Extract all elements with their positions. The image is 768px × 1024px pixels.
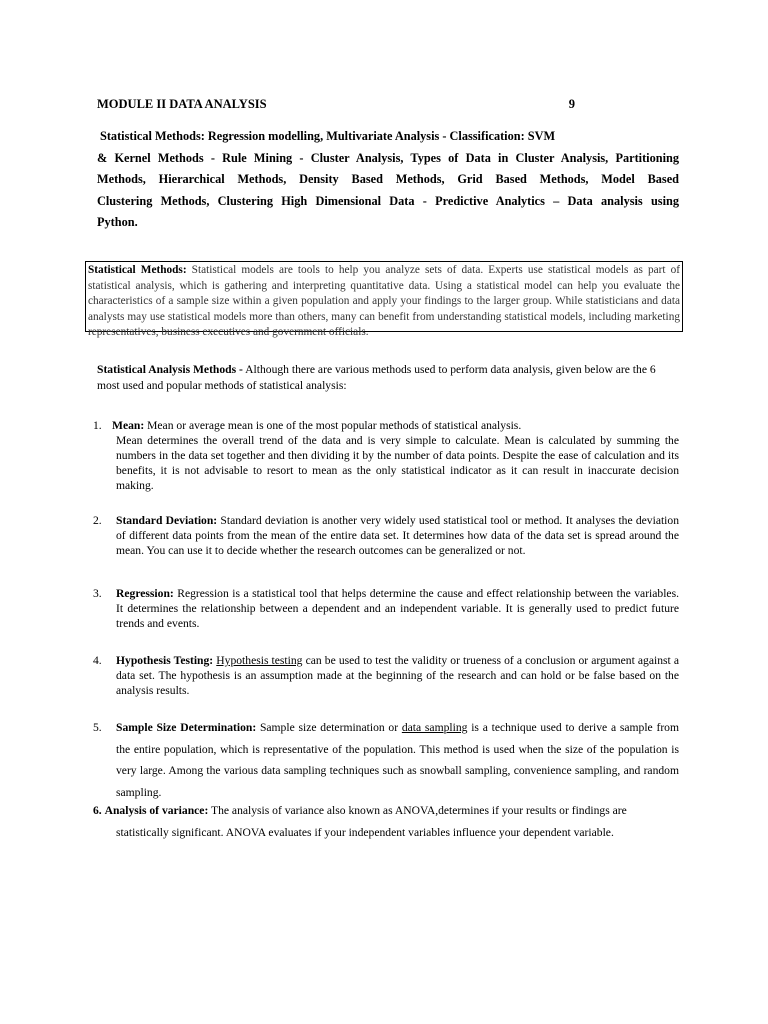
list-item-mean xyxy=(93,418,679,493)
list-item-sample-size xyxy=(93,717,679,803)
intro-paragraph xyxy=(97,362,657,393)
item-number: 5. xyxy=(93,721,102,734)
item-text: statistically significant. ANOVA evaluates if your independent variables influence your dependent variable. xyxy=(116,826,614,839)
item-first-line xyxy=(112,418,679,433)
syllabus-line: Statistical Methods: Regression modelling, Multivariate Analysis - Classification: SVM xyxy=(100,129,556,143)
item-heading: Hypothesis Testing: xyxy=(116,654,214,667)
item-first-line xyxy=(93,800,679,822)
list-item-hypothesis-testing xyxy=(93,653,679,698)
item-text: Regression is a statistical tool that helps determine the cause and effect relationship between the variables. It determines the relationship between a dependent and an independent variable. It is generally used to predict future trends and events. xyxy=(116,587,679,630)
item-text: Standard deviation is another very widely used statistical tool or method. It analyses the deviation of different data points from the mean of the entire data set. It determines how data of the data set is spread around the mean. You can use it to decide whether the research outcomes can be generalized or not. xyxy=(116,514,680,557)
item-number: 6. xyxy=(93,804,102,817)
box-heading: Statistical Methods: xyxy=(88,264,187,276)
item-body xyxy=(116,653,679,698)
syllabus-line: Methods, Hierarchical Methods, Density Based Methods, Grid Based Methods, Model Based xyxy=(97,172,679,186)
intro-heading: Statistical Analysis Methods - xyxy=(97,363,243,376)
item-heading: Mean: xyxy=(112,419,145,432)
item-text-block: Mean determines the overall trend of the data and is very simple to calculate. Mean is calculated by summing the numbers in the data set together and then dividing it by the number of data points. Despite the ease of calculation and its benefits, it is not advisable to resort to mean as the only statistical indicator as it can result in inaccurate decision making. xyxy=(116,434,679,492)
item-number: 2. xyxy=(93,514,102,527)
item-text: Mean or average mean is one of the most popular methods of statistical analysis. xyxy=(144,419,522,432)
page-number: 9 xyxy=(568,97,575,111)
item-text: The analysis of variance also known as ANOVA,determines if your results or findings are xyxy=(208,804,627,817)
item-heading: Standard Deviation: xyxy=(116,514,218,527)
item-body xyxy=(116,513,679,558)
item-text: is a technique used to derive a sample from the entire population, which is representative of the population. This method is used when the size of the population is very large. Among the various data sampling techniques such as snowball sampling, convenience sampling, and random sampling. xyxy=(116,721,679,799)
intro-text: Although there are various methods used to perform data analysis, given below are the 6 most used and popular methods of statistical analysis: xyxy=(97,363,656,392)
item-body xyxy=(116,586,679,631)
hypothesis-testing-link[interactable]: Hypothesis testing xyxy=(216,654,303,667)
item-text: Sample size determination or xyxy=(256,721,402,734)
syllabus-line: Clustering Methods, Clustering High Dimensional Data - Predictive Analytics – Data analysis using xyxy=(97,193,679,208)
syllabus-block xyxy=(97,126,679,234)
item-number: 4. xyxy=(93,654,102,667)
item-body xyxy=(116,717,679,803)
item-number: 1. xyxy=(93,419,102,432)
item-heading: Regression: xyxy=(116,587,174,600)
syllabus-line: Python. xyxy=(97,215,138,229)
item-text: can be used to test the validity or trueness of a conclusion or argument against a data set. The hypothesis is an assumption made at the beginning of the research and can hold or be false based on the analysis results. xyxy=(116,654,679,697)
list-item-regression xyxy=(93,586,679,631)
module-title: MODULE II DATA ANALYSIS xyxy=(97,97,267,111)
item-heading: Sample Size Determination: xyxy=(116,721,257,734)
data-sampling-link[interactable]: data sampling xyxy=(401,721,468,734)
statistical-methods-box xyxy=(85,261,683,338)
list-item-anova xyxy=(93,800,679,844)
item-heading: Analysis of variance: xyxy=(104,804,209,817)
item-number: 3. xyxy=(93,587,102,600)
box-text: Statistical models are tools to help you analyze sets of data. Experts use statistical models as part of statistical analysis, which is gathering and interpreting quantitative data. Using a statistical model can help you evaluate the characteristics of a sample size within a given population and apply your findings to the larger group. While statisticians and data analysts may use statistical models more than others, many can benefit from understanding statistical models, including marketing representatives, business executives and government officials. xyxy=(88,264,681,338)
list-item-standard-deviation xyxy=(93,513,679,558)
syllabus-line: & Kernel Methods - Rule Mining - Cluster Analysis, Types of Data in Cluster Analysis, Partitioning xyxy=(97,150,679,165)
